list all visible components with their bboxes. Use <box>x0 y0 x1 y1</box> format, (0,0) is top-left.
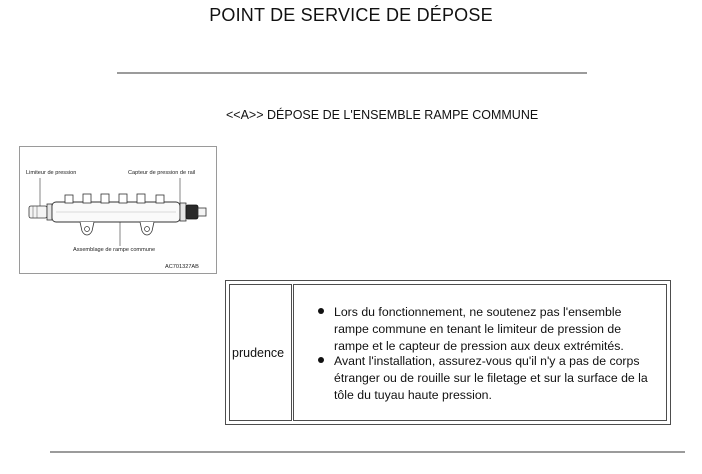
rail-pressure-sensor-part <box>186 205 198 219</box>
figure-label-rail-pressure-sensor: Capteur de pression de rail <box>128 170 196 176</box>
rail-port <box>156 195 164 203</box>
caution-label-cell <box>229 284 292 421</box>
bullet-icon <box>318 357 324 363</box>
pressure-limiter-part <box>29 206 47 218</box>
caution-label: prudence <box>232 346 285 360</box>
figure-label-pressure-limiter: Limiteur de pression <box>26 170 77 176</box>
rail-port <box>65 195 73 203</box>
top-divider <box>117 72 587 74</box>
section-heading: <<A>> DÉPOSE DE L'ENSEMBLE RAMPE COMMUNE <box>226 108 539 122</box>
common-rail-drawing <box>20 147 216 273</box>
caution-box <box>225 280 671 425</box>
rail-port <box>119 194 127 203</box>
rail-port <box>101 194 109 203</box>
bullet-icon <box>318 308 324 314</box>
figure-label-assembly: Assemblage de rampe commune <box>73 247 156 253</box>
common-rail-diagram <box>19 146 217 274</box>
rail-port <box>83 194 91 203</box>
figure-reference-code: AC701327AB <box>165 264 199 270</box>
rail-port <box>137 194 145 203</box>
caution-item <box>334 353 659 404</box>
caution-item-text: Lors du fonctionnement, ne soutenez pas l'ensemble rampe commune en tenant le limiteur de pression de rampe et le capteur de pression aux deux extrémités. <box>334 305 624 353</box>
bottom-divider <box>50 451 685 453</box>
page-title: POINT DE SERVICE DE DÉPOSE <box>209 5 493 25</box>
caution-item-text: Avant l'installation, assurez-vous qu'il n'y a pas de corps étranger ou de rouille sur le filetage et sur la surface de la tôle du tuyau haute pression. <box>334 354 648 402</box>
caution-body-cell <box>293 284 667 421</box>
caution-item <box>334 304 659 355</box>
